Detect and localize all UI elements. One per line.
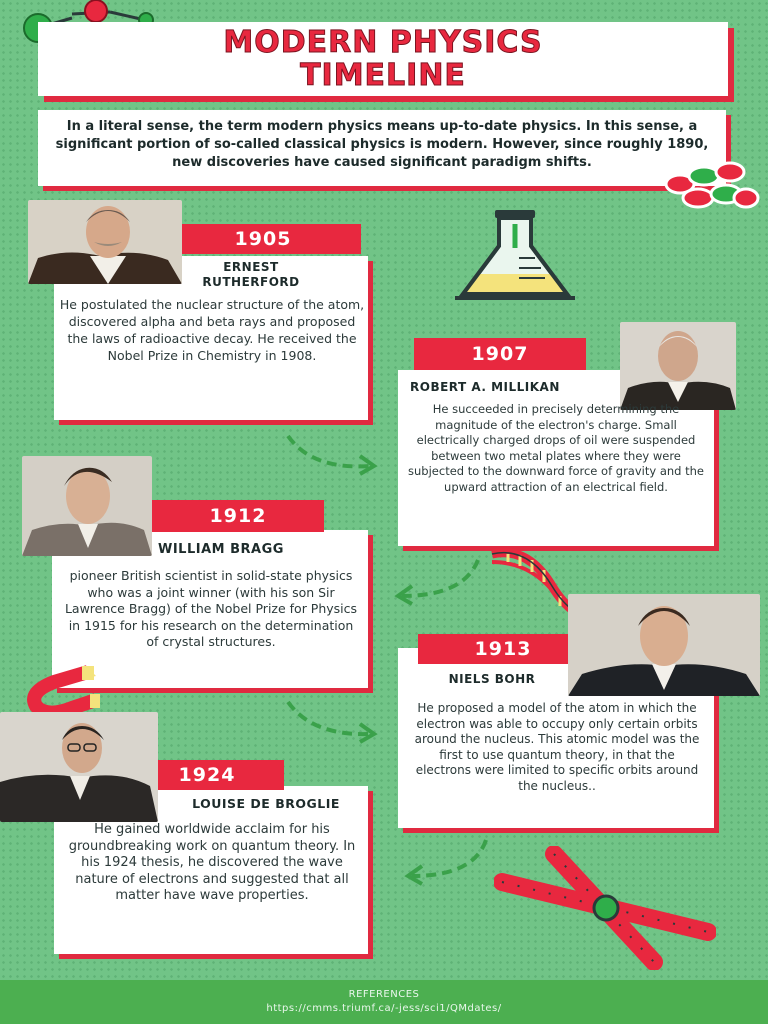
page-title-line2: TIMELINE <box>300 58 466 93</box>
desc-1913: He proposed a model of the atom in which the electron was able to occupy only certain orbits around the nucleus. This atomic model was the first to use quantum theory, in that the electrons were limited to specific orbits around the nucleus.. <box>414 701 700 793</box>
desc-1905: He postulated the nuclear structure of the atom, discovered alpha and beta rays and proposed the laws of radioactive decay. He received the Nobel Prize in Chemistry in 1908. <box>59 297 365 363</box>
portrait-millikan <box>620 322 736 410</box>
name-bragg: WILLIAM BRAGG <box>158 542 284 557</box>
desc-1912: pioneer British scientist in solid-state physics who was a joint winner (with his son Sir Lawrence Bragg) of the Nobel Prize for Physics in 1915 for his research on the determination of crystal structures. <box>64 568 358 649</box>
arrow-icon <box>388 556 484 606</box>
intro-text: In a literal sense, the term modern physics means up-to-date physics. In this sense, a significant portion of so-called classical physics is modern. However, since roughly 1890, new discoveries have caused significant paradigm shifts. <box>38 110 726 186</box>
year-badge-1913: 1913 <box>418 634 588 664</box>
name-de-broglie: LOUISE DE BROGLIE <box>192 796 340 811</box>
arrow-icon <box>282 696 380 746</box>
portrait-rutherford <box>28 200 182 284</box>
year-badge-1924: 1924 <box>130 760 284 790</box>
page-title-line1: MODERN PHYSICS <box>223 25 543 60</box>
portrait-de-broglie <box>0 712 158 822</box>
atom-cluster-icon <box>664 158 760 214</box>
flask-icon <box>455 208 575 304</box>
chromosome-icon <box>494 846 716 970</box>
references-link[interactable]: https://cmms.triumf.ca/-jess/sci1/QMdates/ <box>266 1003 502 1014</box>
year-badge-1907: 1907 <box>414 338 586 370</box>
references-label: REFERENCES <box>348 989 420 1000</box>
name-rutherford: ERNEST RUTHERFORD <box>202 260 300 289</box>
year-badge-1912: 1912 <box>152 500 324 532</box>
portrait-bragg <box>22 456 152 556</box>
references-footer <box>0 980 768 1024</box>
name-bohr: NIELS BOHR <box>448 672 536 686</box>
year-badge-1905: 1905 <box>165 224 361 254</box>
desc-1924: He gained worldwide acclaim for his groundbreaking work on quantum theory. In his 1924 thesis, he discovered the wave nature of electrons and suggested that all matter have wave properties. <box>68 822 356 903</box>
desc-1907: He succeeded in precisely determining the magnitude of the electron's charge. Small electrically charged drops of oil were suspended between two metal plates where they were subjected to the downward force of gravity and the upward attraction of an electrical field. <box>408 402 704 494</box>
arrow-icon <box>398 836 492 886</box>
title-banner <box>38 22 728 96</box>
portrait-bohr <box>568 594 760 696</box>
arrow-icon <box>282 430 380 476</box>
name-millikan: ROBERT A. MILLIKAN <box>410 380 560 394</box>
